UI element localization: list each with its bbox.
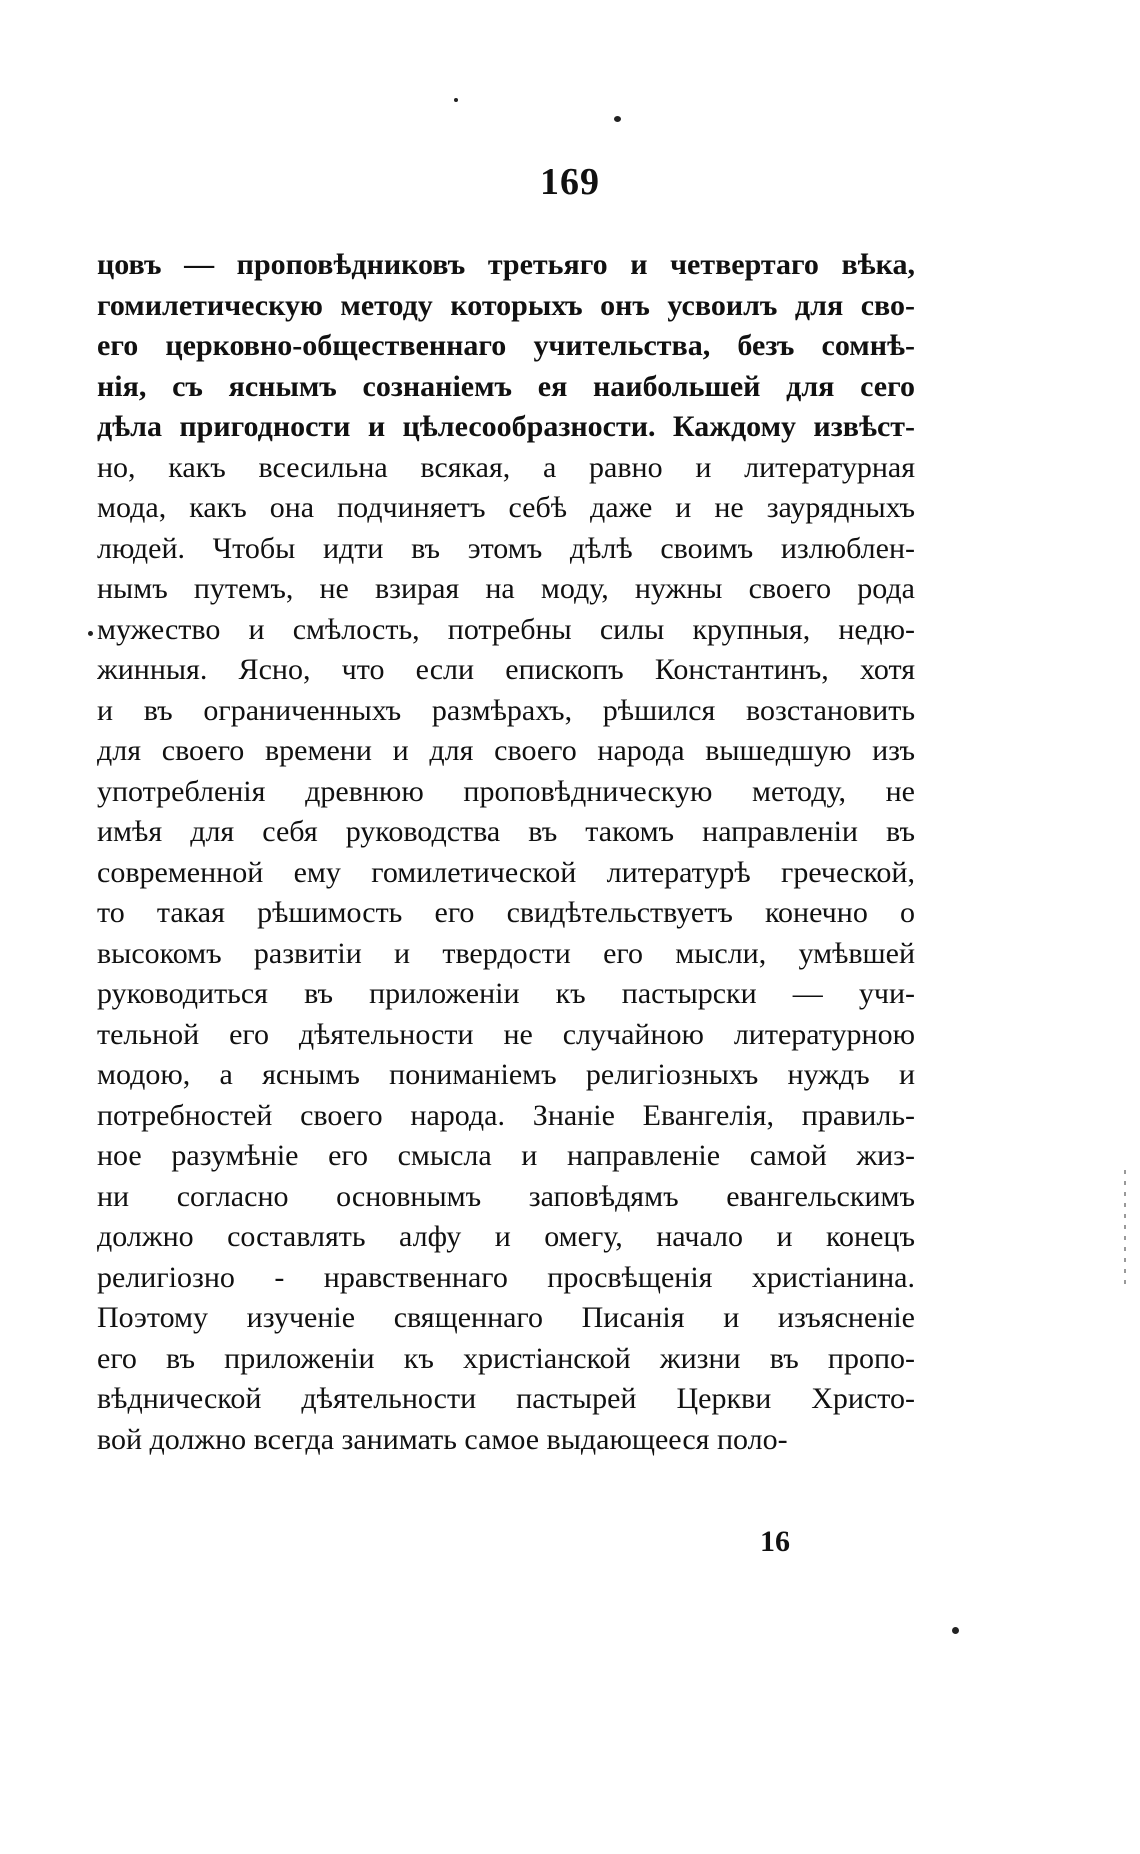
- ink-speck: [88, 631, 93, 636]
- text-line: религіозно - нравственнаго просвѣщенія христіанина.: [97, 1260, 915, 1294]
- text-line: нымъ путемъ, не взирая на моду, нужны своего рода: [97, 572, 915, 605]
- text-line: ни согласно основнымъ заповѣдямъ евангельскимъ: [97, 1179, 915, 1213]
- ink-speck: [952, 1627, 959, 1634]
- body-text: [97, 245, 915, 1460]
- text-line: Поэтому изученіе священнаго Писанія и изъясненіе: [97, 1301, 915, 1334]
- printer-signature-mark: 16: [760, 1525, 790, 1558]
- text-line: высокомъ развитіи и твердости его мысли, умѣвшей: [97, 936, 915, 970]
- text-line: дѣла пригодности и цѣлесообразности. Каждому извѣст-: [97, 410, 915, 443]
- text-line: потребностей своего народа. Знаніе Евангелія, правиль-: [97, 1098, 915, 1132]
- text-line: но, какъ всесильна всякая, а равно и литературная: [97, 450, 915, 484]
- scan-edge-marks: [1124, 1170, 1126, 1290]
- text-line: руководиться въ приложеніи къ пастырски — учи-: [97, 977, 915, 1010]
- text-line: вой должно всегда занимать самое выдающееся поло-: [97, 1422, 788, 1456]
- page-number: 169: [540, 161, 600, 203]
- text-line: его въ приложеніи къ христіанской жизни въ пропо-: [97, 1341, 915, 1375]
- text-line: употребленія древнюю проповѣдническую методу, не: [97, 774, 915, 808]
- text-line: тельной его дѣятельности не случайною литературною: [97, 1017, 915, 1051]
- text-line: имѣя для себя руководства въ такомъ направленіи въ: [97, 815, 915, 848]
- text-line: должно составлять алфу и омегу, начало и конецъ: [97, 1220, 915, 1253]
- text-line: жинныя. Ясно, что если епископъ Константинъ, хотя: [97, 653, 915, 686]
- text-line: людей. Чтобы идти въ этомъ дѣлѣ своимъ излюблен-: [97, 531, 915, 565]
- text-line: вѣднической дѣятельности пастырей Церкви Христо-: [97, 1382, 915, 1415]
- text-line: и въ ограниченныхъ размѣрахъ, рѣшился возстановить: [97, 693, 915, 727]
- text-line: ное разумѣніе его смысла и направленіе самой жиз-: [97, 1139, 915, 1172]
- text-line: мода, какъ она подчиняетъ себѣ даже и не заурядныхъ: [97, 491, 915, 524]
- text-line: модою, а яснымъ пониманіемъ религіозныхъ нуждъ и: [97, 1058, 915, 1091]
- text-line: нія, съ яснымъ сознаніемъ ея наибольшей для сего: [97, 369, 915, 403]
- text-line: современной ему гомилетической литературѣ греческой,: [97, 855, 915, 889]
- text-line: для своего времени и для своего народа вышедшую изъ: [97, 734, 915, 767]
- text-line: мужество и смѣлость, потребны силы крупныя, недю-: [97, 612, 915, 646]
- ink-speck: [614, 116, 621, 122]
- text-line: гомилетическую методу которыхъ онъ усвоилъ для сво-: [97, 288, 915, 322]
- text-line: то такая рѣшимость его свидѣтельствуетъ конечно о: [97, 896, 915, 929]
- ink-speck: [454, 98, 458, 102]
- text-line: его церковно-общественнаго учительства, безъ сомнѣ-: [97, 329, 915, 362]
- text-line: цовъ — проповѣдниковъ третьяго и четвертаго вѣка,: [97, 248, 915, 281]
